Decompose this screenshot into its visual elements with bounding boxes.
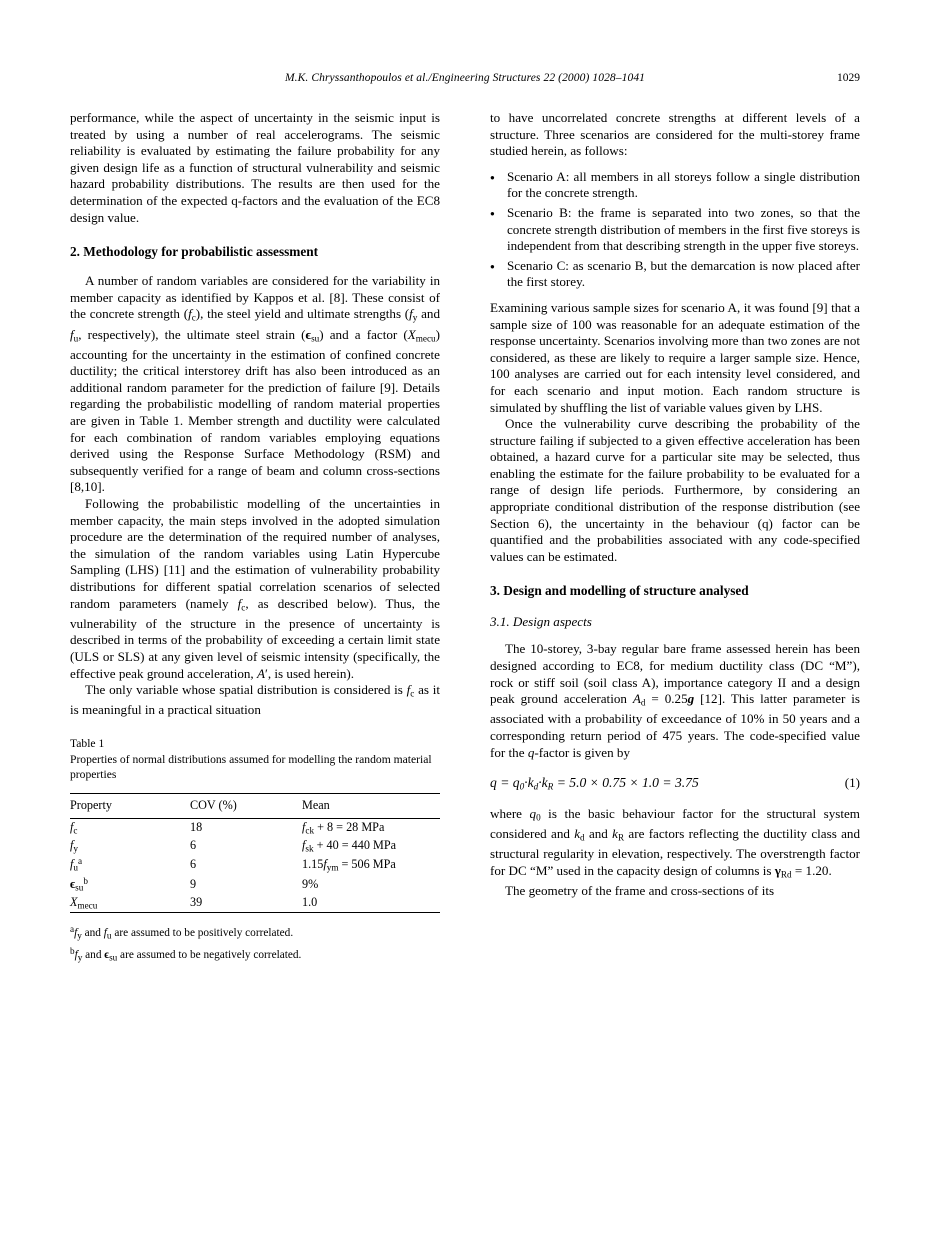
column-header-mean: Mean bbox=[302, 797, 330, 812]
list-item: ● Scenario A: all members in all storeys follow a single distribution for the concrete strength. bbox=[490, 169, 860, 202]
cell-mean: $f_{sk} + 40 = 440$ MPa bbox=[302, 838, 397, 854]
section-heading-3: 3. Design and modelling of structure analysed bbox=[490, 583, 749, 599]
cell-mean: $f_{ck} + 8 = 28$ MPa bbox=[302, 819, 385, 836]
section-heading-2: 2. Methodology for probabilistic assessment bbox=[70, 244, 319, 260]
table-footnotes bbox=[70, 922, 440, 965]
paragraph-continuation: performance, while the aspect of uncertainty in the seismic input is treated by using a number of real accelerograms. The seismic reliability is evaluated by estimating the failure probability for any given design life as a function of structural vulnerability and seismic hazard probability distributions. The results are then used for the determination of the expected q-factors and the evaluation of the EC8 design value. bbox=[70, 110, 440, 225]
cell-mean: 9% bbox=[302, 876, 319, 891]
cell-mean: 1.0 bbox=[302, 894, 318, 909]
table-row bbox=[70, 837, 440, 855]
list-item: ● Scenario B: the frame is separated into two zones, so that the concrete strength distribution of members in the first five storeys is independent from that describing strength in the upper five storeys. bbox=[490, 205, 860, 255]
cell-property: $f_c$ bbox=[70, 819, 78, 836]
paragraph-sample-sizes: Examining various sample sizes for scenario A, it was found [9] that a sample size of 100 was reasonable for an adequate estimation of the response uncertainty. Scenarios involving more than two zones are not considered, as these are likely to require a larger sample size. Hence, 100 analyses are carried out for each intensity level considered, and for each scenario and input motion. Each random structure is simulated by shuffling the list of variable values given by LHS. bbox=[490, 299, 860, 415]
table-row bbox=[70, 818, 440, 837]
scenario-list bbox=[490, 169, 860, 291]
cell-cov: 9 bbox=[190, 876, 197, 891]
table-footnote-b: $^bf_y$ and $\epsilon_{su}$ are assumed to be negatively correlated. bbox=[70, 945, 302, 963]
paragraph-vulnerability-curve: Once the vulnerability curve describing the probability of the structure failing if subjected to a given effective acceleration has been obtained, a hazard curve for a particular site may be selected, thus enabling the estimate for the failure probability to be evaluated for a range of design life periods. Furthermore, by considering an appropriate conditional distribution of the response distribution (see Section 6), the uncertainty in the behaviour (q) factor can be quantified and the probabilities associated with any code-specified values can be estimated. bbox=[490, 416, 860, 564]
subsection-heading-3-1: 3.1. Design aspects bbox=[490, 614, 592, 630]
paragraph-spatial-distribution: The only variable whose spatial distribution is considered is $f_c$ as it is meaningful in a practical situation bbox=[70, 682, 440, 718]
column-header-property: Property bbox=[70, 797, 112, 812]
cell-mean: $1.15f_{ym} = 506$ MPa bbox=[302, 857, 396, 873]
cell-cov: 6 bbox=[190, 857, 197, 872]
table-caption bbox=[70, 737, 440, 783]
running-head: M.K. Chryssanthopoulos et al./Engineering Structures 22 (2000) 1028–1041 bbox=[284, 72, 646, 84]
table-footnote-a: $^af_y$ and $f_u$ are assumed to be positively correlated. bbox=[70, 923, 294, 941]
equation-expression: $q = q_0\cdot k_d\cdot k_R = 5.0 \times 0.75 \times 1.0 = 3.75$ bbox=[490, 775, 699, 792]
paragraph-behaviour-factor: where $q_0$ is the basic behaviour factor for the structural system considered and $k_d$ and $k_R$ are factors reflecting the ductility class and structural regularity in elevation, respectively. The overstrength factor for DC “M” used in the capacity design of columns is $\gamma_{Rd} = 1.20$. bbox=[490, 805, 860, 880]
cell-cov: 18 bbox=[190, 819, 203, 834]
equation-number: (1) bbox=[844, 775, 860, 791]
left-column bbox=[70, 110, 440, 966]
table-row bbox=[70, 894, 440, 913]
table-row bbox=[70, 874, 440, 893]
table-number: Table 1 bbox=[70, 736, 105, 750]
cell-property: $f_u^a$ bbox=[70, 856, 83, 873]
paragraph-uncorrelated-strengths: to have uncorrelated concrete strengths at different levels of a structure. Three scenarios are considered for the multi-storey frame studied herein, as follows: bbox=[490, 110, 860, 159]
table-1-block bbox=[70, 737, 440, 965]
paragraph-geometry: The geometry of the frame and cross-sections of its bbox=[505, 882, 775, 898]
table-body bbox=[70, 818, 440, 912]
page-number: 1029 bbox=[837, 72, 860, 84]
column-header-cov: COV (%) bbox=[190, 797, 237, 812]
cell-property: $\epsilon_{su}^b$ bbox=[70, 875, 88, 893]
equation-1 bbox=[490, 775, 860, 792]
table-1 bbox=[70, 793, 440, 913]
cell-property: $f_y$ bbox=[70, 838, 78, 854]
table-row bbox=[70, 855, 440, 874]
two-column-body bbox=[70, 110, 860, 966]
list-item: ● Scenario C: as scenario B, but the demarcation is now placed after the first storey. bbox=[490, 258, 860, 291]
table-header-row bbox=[70, 793, 440, 818]
cell-property: $X_{mecu}$ bbox=[70, 894, 98, 911]
paragraph-random-variables: A number of random variables are considered for the variability in member capacity as identified by Kappos et al. [8]. These consist of the concrete strength $(f_c)$, the steel yield and ultimate strengths ($f_y$ and $f_u$, respectively), the ultimate steel strain $(\epsilon_{su})$ and a factor $(X_{mecu})$ accounting for the uncertainty in the estimation of confined concrete ductility; the critical interstorey drift has also been introduced as an additional random parameter for the prediction of failure [9]. Details regarding the probabilistic modelling of random material properties are given in Table 1. Member strength and ductility were calculated for each combination of random variables employing equations derived using the Response Surface Methodology (RSM) and subsequently verified for a range of beam and column cross-sections [8,10]. bbox=[70, 273, 441, 495]
cell-cov: 6 bbox=[190, 838, 197, 853]
cell-cov: 39 bbox=[190, 894, 203, 909]
paragraph-frame-design: The 10-storey, 3-bay regular bare frame assessed herein has been designed according to EC8, for medium ductility class (DC “M”), rock or stiff soil (soil class A), importance category II and a design peak ground acceleration $A_d = 0.25g$ [12]. This latter parameter is associated with a probability of exceedance of 10% in 50 years and a corresponding return period of 475 years. The code-specified value for the q-factor is given by bbox=[490, 641, 860, 760]
right-column bbox=[490, 110, 860, 966]
table-caption-text: Properties of normal distributions assumed for modelling the random material properties bbox=[70, 753, 432, 782]
paragraph-simulation-procedure: Following the probabilistic modelling of the uncertainties in member capacity, the main steps involved in the adopted simulation procedure are the determination of the required number of analyses, the simulation of the random variables using Latin Hypercube Sampling (LHS) [11] and the estimation of vulnerability probability distributions for different spatial correlation scenarios of selected random parameters (namely $f_c$, as described below). Thus, the vulnerability of the structure in the presence of uncertainty is described in terms of the probability of exceeding a certain limit state (ULS or SLS) at any given level of seismic intensity (specifically, the effective peak ground acceleration, A′, is used herein). bbox=[70, 496, 440, 681]
